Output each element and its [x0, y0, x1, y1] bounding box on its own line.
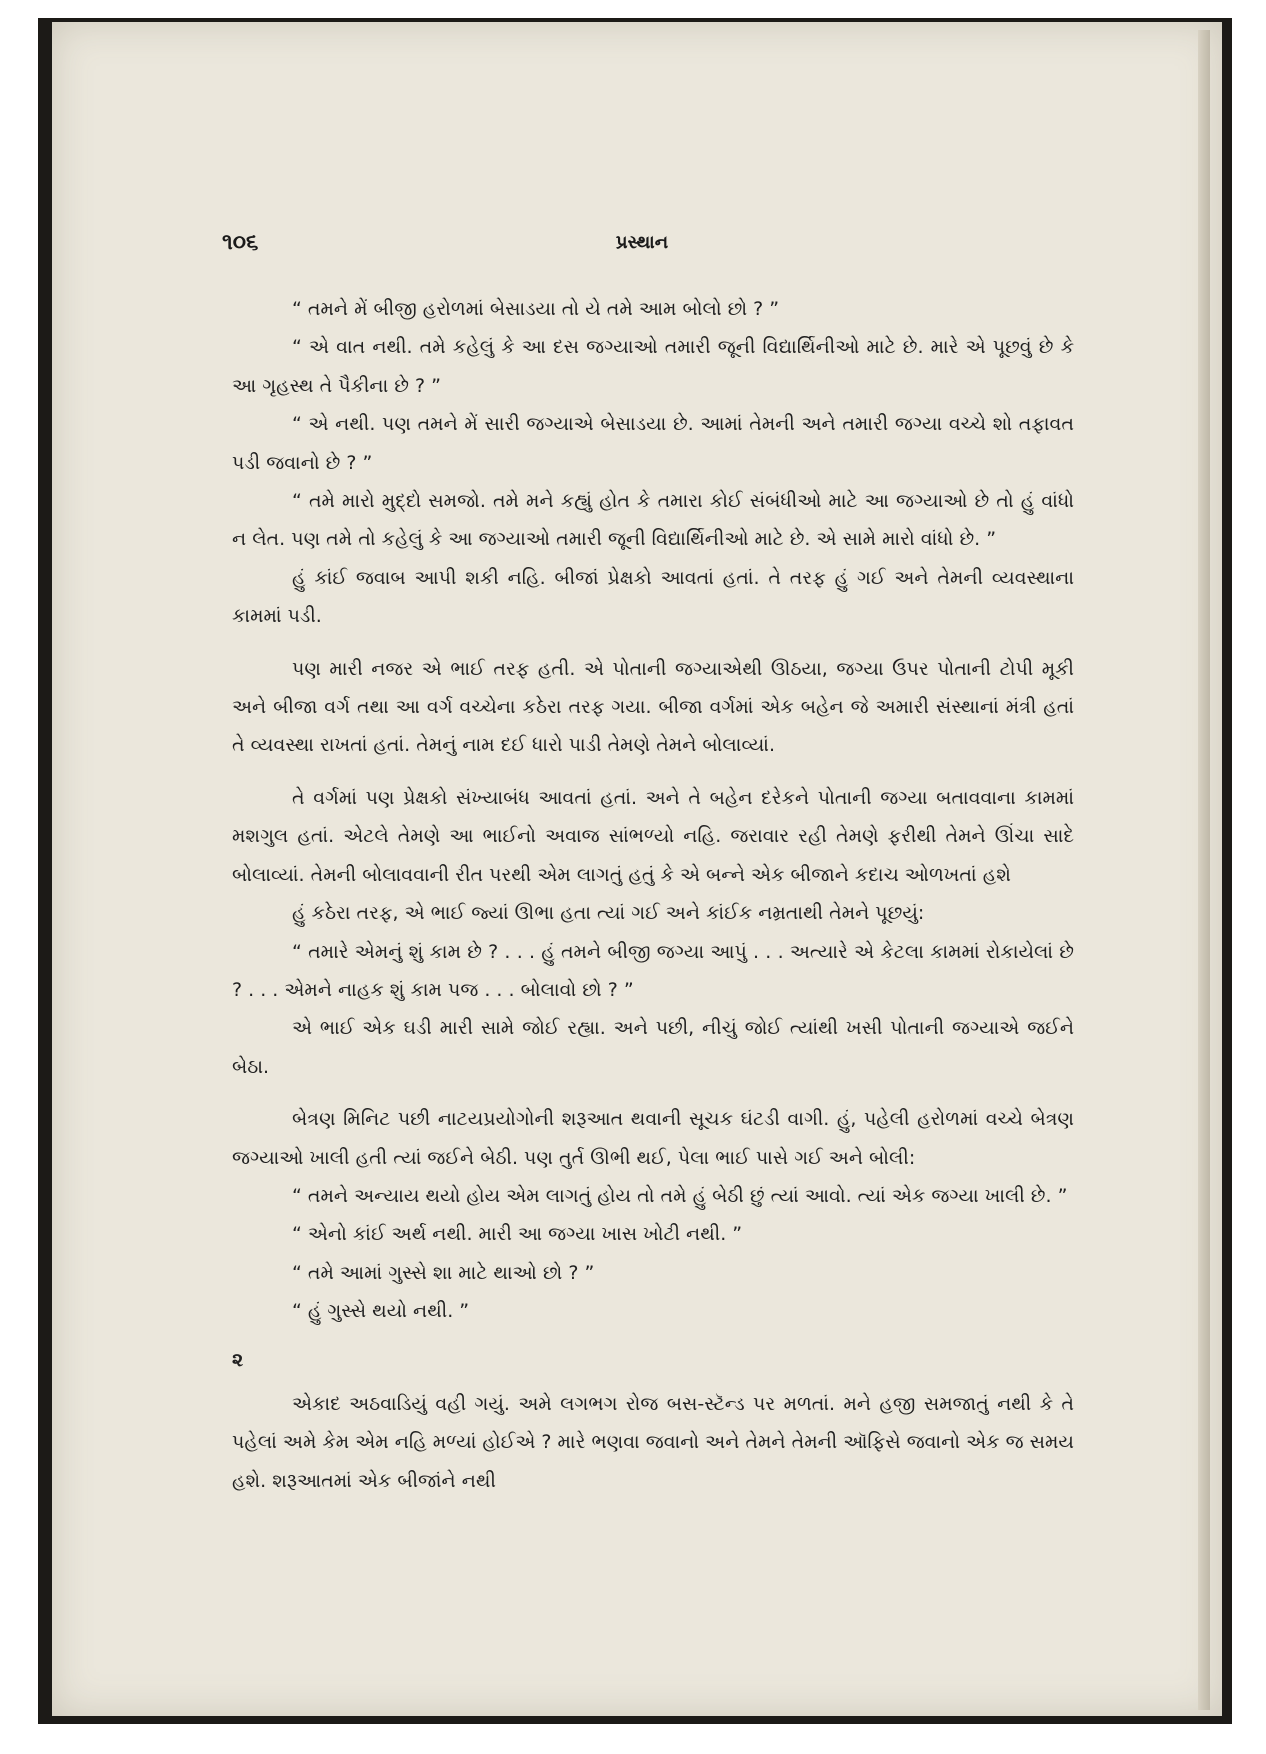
paragraph: એ ભાઈ એક ઘડી મારી સામે જોઈ રહ્યા. અને પછી, નીચું જોઈ ત્યાંથી ખસી પોતાની જગ્યાએ જઈને બેઠા. [232, 1017, 1074, 1078]
paragraph: “ તમે આમાં ગુસ્સે શા માટે થાઓ છો ? ” [292, 1261, 595, 1284]
paragraph: હું કઠેરા તરફ, એ ભાઈ જ્યાં ઊભા હતા ત્યાં ગઈ અને કાંઈક નમ્રતાથી તેમને પૂછયું: [292, 902, 925, 925]
body-text [232, 290, 1074, 1500]
paragraph: “ તમે મારો મુદ્દો સમજો. તમે મને કહ્યું હોત કે તમારા કોઈ સંબંધીઓ માટે આ જગ્યાઓ છે તો હું વાંધો ન લેત. પણ તમે તો કહેલું કે આ જગ્યાઓ તમારી જૂની વિદ્યાર્થિનીઓ માટે છે. એ સામે મારો વાંધો છે. ” [232, 490, 1074, 551]
page-number: ૧૦૬ [222, 230, 259, 255]
running-title: પ્રસ્થાન [615, 232, 669, 253]
paragraph: “ તમને અન્યાય થયો હોય એમ લાગતું હોય તો તમે હું બેઠી છું ત્યાં આવો. ત્યાં એક જગ્યા ખાલી છે. ” [292, 1184, 1068, 1207]
section-number: ૨ [232, 1348, 244, 1371]
paragraph: એકાદ અઠવાડિયું વહી ગયું. અમે લગભગ રોજ બસ-સ્ટૅન્ડ પર મળતાં. મને હજી સમજાતું નથી કે તે પહેલાં અમે કેમ એમ નહિ મળ્યાં હોઈએ ? મારે ભણવા જવાનો અને તેમને તેમની ઑફિસે જવાનો એક જ સમય હશે. શરૂઆતમાં એક બીજાંને નથી [232, 1392, 1074, 1492]
paragraph: બેત્રણ મિનિટ પછી નાટયપ્રયોગોની શરૂઆત થવાની સૂચક ઘંટડી વાગી. હું, પહેલી હરોળમાં વચ્ચે બેત્રણ જગ્યાઓ ખાલી હતી ત્યાં જઈને બેઠી. પણ તુર્ત ઊભી થઈ, પેલા ભાઈ પાસે ગઈ અને બોલી: [232, 1108, 1074, 1169]
paragraph: “ હું ગુસ્સે થયો નથી. ” [292, 1300, 470, 1323]
page-header [222, 230, 1062, 260]
paragraph: “ તમને મેં બીજી હરોળમાં બેસાડયા તો યે તમે આમ બોલો છો ? ” [292, 298, 780, 320]
paragraph: “ એ વાત નથી. તમે કહેલું કે આ દસ જગ્યાઓ તમારી જૂની વિદ્યાર્થિનીઓ માટે છે. મારે એ પૂછવું છે કે આ ગૃહસ્થ તે પૈકીના છે ? ” [232, 336, 1074, 397]
paragraph: “ એ નથી. પણ તમને મેં સારી જગ્યાએ બેસાડયા છે. આમાં તેમની અને તમારી જગ્યા વચ્ચે શો તફાવત પડી જવાનો છે ? ” [232, 413, 1074, 474]
paragraph: “ તમારે એમનું શું કામ છે ? . . . હું તમને બીજી જગ્યા આપું . . . અત્યારે એ કેટલા કામમાં રોકાયેલાં છે ? . . . એમને નાહક શું કામ પજ . . . બોલાવો છો ? ” [232, 940, 1074, 1001]
paragraph: તે વર્ગમાં પણ પ્રેક્ષકો સંખ્યાબંધ આવતાં હતાં. અને તે બહેન દરેકને પોતાની જગ્યા બતાવવાના કામમાં મશગુલ હતાં. એટલે તેમણે આ ભાઈનો અવાજ સાંભળ્યો નહિ. જરાવાર રહી તેમણે ફરીથી તેમને ઊંચા સાદે બોલાવ્યાં. તેમની બોલાવવાની રીત પરથી એમ લાગતું હતું કે એ બન્ને એક બીજાને કદાચ ઓળખતાં હશે [232, 786, 1074, 886]
paragraph: પણ મારી નજર એ ભાઈ તરફ હતી. એ પોતાની જગ્યાએથી ઊઠયા, જગ્યા ઉપર પોતાની ટોપી મૂકી અને બીજા વર્ગ તથા આ વર્ગ વચ્ચેના કઠેરા તરફ ગયા. બીજા વર્ગમાં એક બહેન જે અમારી સંસ્થાનાં મંત્રી હતાં તે વ્યવસ્થા રાખતાં હતાં. તેમનું નામ દઈ ધારો પાડી તેમણે તેમને બોલાવ્યાં. [232, 657, 1074, 757]
paragraph: હું કાંઈ જવાબ આપી શકી નહિ. બીજાં પ્રેક્ષકો આવતાં હતાં. તે તરફ હું ગઈ અને તેમની વ્યવસ્થાના કામમાં પડી. [232, 566, 1074, 628]
paragraph: “ એનો કાંઈ અર્થ નથી. મારી આ જગ્યા ખાસ ખોટી નથી. ” [292, 1223, 743, 1246]
page-edge [1198, 30, 1210, 1710]
